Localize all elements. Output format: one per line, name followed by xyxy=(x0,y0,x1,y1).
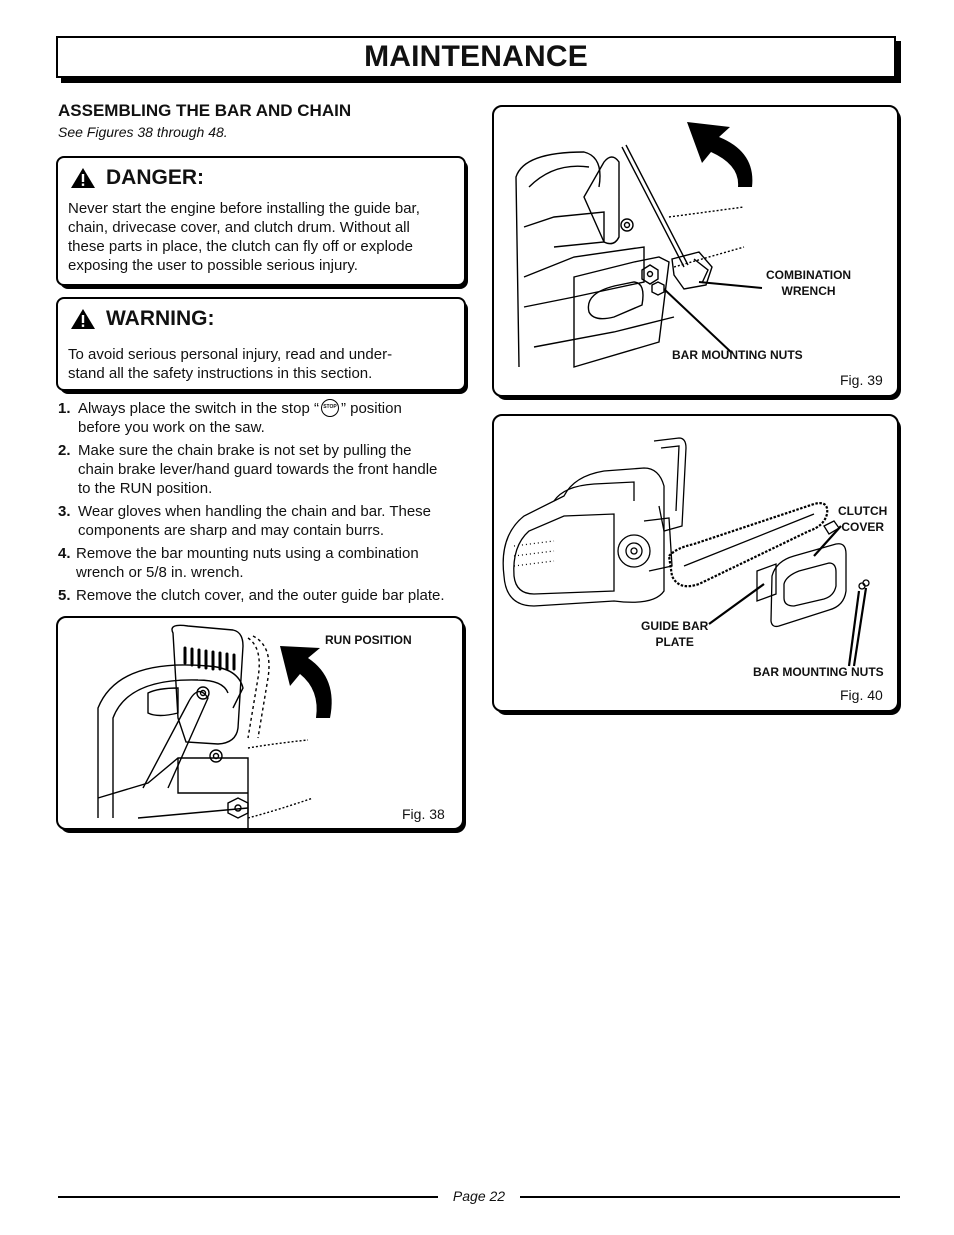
step-number: 3. xyxy=(58,503,71,521)
danger-header xyxy=(70,166,204,190)
warning-text xyxy=(68,345,456,383)
page-title: MAINTENANCE xyxy=(364,40,588,73)
warning-triangle-icon xyxy=(70,308,96,330)
label-line: PLATE xyxy=(655,635,694,649)
step-text xyxy=(76,544,468,582)
stop-icon-text: STOP xyxy=(323,404,337,411)
step-line: Remove the clutch cover, and the outer guide bar plate. xyxy=(76,587,445,605)
footer-rule xyxy=(58,1196,438,1198)
combination-wrench-label xyxy=(766,267,851,299)
footer-rule xyxy=(520,1196,900,1198)
warning-header xyxy=(70,307,215,331)
step-text xyxy=(78,399,468,437)
figure-caption: Fig. 40 xyxy=(840,687,883,703)
step-line: wrench or 5/8 in. wrench. xyxy=(76,564,244,582)
warning-label: WARNING: xyxy=(106,307,215,330)
step-text-part: before you work on the saw. xyxy=(78,419,265,437)
warning-line: stand all the safety instructions in this section. xyxy=(68,365,373,382)
step-number: 5. xyxy=(58,587,71,605)
title-banner xyxy=(56,36,896,78)
figure-39 xyxy=(492,105,899,397)
label-line: CLUTCH xyxy=(838,504,888,518)
figure-caption: Fig. 38 xyxy=(402,806,445,822)
danger-line: Never start the engine before installing the guide bar, xyxy=(68,200,420,217)
step-text xyxy=(78,502,468,540)
bar-mounting-nuts-label: BAR MOUNTING NUTS xyxy=(672,348,803,362)
step-number: 4. xyxy=(58,545,71,563)
step-number: 2. xyxy=(58,442,71,460)
danger-text xyxy=(68,199,456,275)
step-line: components are sharp and may contain burrs. xyxy=(78,522,384,540)
list-item xyxy=(58,502,468,540)
warning-line: To avoid serious personal injury, read and under- xyxy=(68,346,393,363)
label-line: GUIDE BAR xyxy=(641,619,709,633)
list-item xyxy=(58,441,468,498)
step-text-part: ” position xyxy=(340,400,402,417)
stop-switch-icon xyxy=(321,399,339,417)
step-line: Wear gloves when handling the chain and bar. These xyxy=(78,503,432,521)
step-number: 1. xyxy=(58,400,71,417)
page-number: Page 22 xyxy=(452,1188,506,1204)
figure-38 xyxy=(56,616,464,830)
guide-bar-plate-label xyxy=(641,618,708,650)
danger-line: these parts in place, the clutch can fly off or explode xyxy=(68,238,413,255)
chainsaw-brake-illustration xyxy=(58,618,464,830)
list-item xyxy=(58,586,468,605)
figure-caption: Fig. 39 xyxy=(840,372,883,388)
label-line: COVER xyxy=(841,520,884,534)
step-text xyxy=(76,586,468,605)
warning-box xyxy=(56,297,466,391)
run-position-label: RUN POSITION xyxy=(325,633,412,647)
list-item xyxy=(58,399,468,437)
danger-line: chain, drivecase cover, and clutch drum. Without all xyxy=(68,219,410,236)
warning-triangle-icon xyxy=(70,167,96,189)
step-line: Remove the bar mounting nuts using a combination xyxy=(76,545,419,563)
label-line: COMBINATION xyxy=(766,268,852,282)
danger-line: exposing the user to possible serious injury. xyxy=(68,257,358,274)
step-line: to the RUN position. xyxy=(78,480,213,498)
steps-list xyxy=(58,399,468,609)
section-subheading: See Figures 38 through 48. xyxy=(58,124,228,140)
step-text xyxy=(78,441,468,498)
step-text-part: Always place the switch in the stop “ xyxy=(78,400,319,417)
list-item xyxy=(58,544,468,582)
danger-label: DANGER: xyxy=(106,166,204,189)
section-heading: ASSEMBLING THE BAR AND CHAIN xyxy=(58,101,352,120)
danger-box xyxy=(56,156,466,286)
label-line: WRENCH xyxy=(781,284,836,298)
clutch-cover-label xyxy=(838,503,887,535)
figure-40 xyxy=(492,414,899,712)
bar-mounting-nuts-label: BAR MOUNTING NUTS xyxy=(753,665,884,679)
step-line: chain brake lever/hand guard towards the front handle xyxy=(78,461,438,479)
step-line: Make sure the chain brake is not set by pulling the xyxy=(78,442,412,460)
